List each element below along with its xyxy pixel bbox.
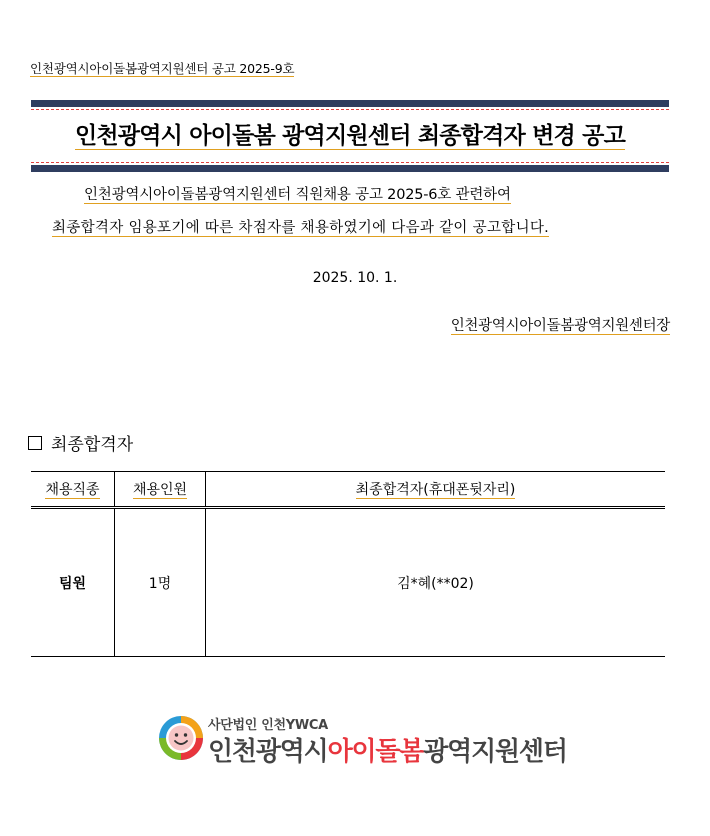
table-header-row xyxy=(31,472,665,508)
title-bar-bottom xyxy=(31,165,669,172)
body-text-line-1: 인천광역시아이돌봄광역지원센터 직원채용 공고 2025-6호 관련하여 xyxy=(84,187,511,203)
cell-count: 1명 xyxy=(115,508,206,657)
title-banner xyxy=(31,100,669,172)
column-header-finalist: 최종합격자(휴대폰뒷자리) xyxy=(206,472,666,508)
column-header-count: 채용인원 xyxy=(115,472,206,508)
section-title: 최종합격자 xyxy=(51,435,134,455)
column-header-job: 채용직종 xyxy=(31,472,115,508)
organization-logo xyxy=(158,713,567,773)
announcement-date: 2025. 10. 1. xyxy=(312,270,398,286)
notice-number: 인천광역시아이돌봄광역지원센터 공고 2025-9호 xyxy=(30,61,295,76)
result-table xyxy=(31,471,665,657)
logo-subtitle: 사단법인 인천YWCA xyxy=(208,718,328,733)
cell-job: 팀원 xyxy=(31,508,115,657)
section-heading xyxy=(28,430,133,455)
cell-finalist: 김*혜(**02) xyxy=(206,508,666,657)
table-row xyxy=(31,508,665,657)
ywca-face-icon xyxy=(158,715,204,761)
checkbox-icon xyxy=(28,436,42,450)
body-text-line-2: 최종합격자 임용포기에 따른 차점자를 채용하였기에 다음과 같이 공고합니다. xyxy=(52,220,550,236)
logo-name: 인천광역시아이돌봄광역지원센터 xyxy=(208,737,567,767)
page-title: 인천광역시 아이돌봄 광역지원센터 최종합격자 변경 공고 xyxy=(74,123,626,149)
title-bar-top xyxy=(31,100,669,107)
issuer-signature: 인천광역시아이돌봄광역지원센터장 xyxy=(450,318,670,334)
